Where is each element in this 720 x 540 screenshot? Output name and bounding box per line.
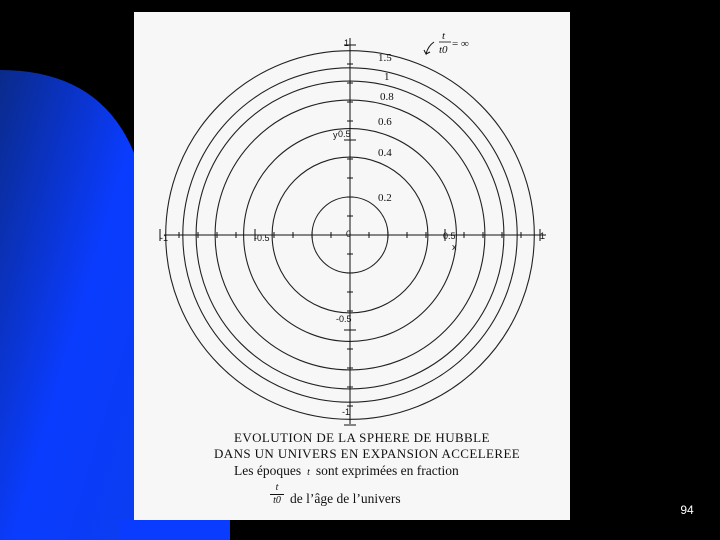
infinity-fraction-denominator: t0 <box>439 44 448 56</box>
blue-accent-shape <box>0 70 140 540</box>
infinity-equals: = ∞ <box>452 38 469 50</box>
hubble-sphere-diagram <box>134 12 570 442</box>
caption-fraction <box>270 482 284 507</box>
ring-label: 1.5 <box>378 52 392 64</box>
caption-title-line-2: DANS UN UNIVERS EN EXPANSION ACCELEREE <box>214 446 521 461</box>
ring-label: 0.4 <box>378 147 392 159</box>
x-tick-label: -0.5 <box>254 233 270 243</box>
x-tick-label: 0 <box>346 229 352 239</box>
y-tick-label: -0.5 <box>336 314 352 324</box>
caption-fraction-numerator: t <box>270 482 284 495</box>
ring-label: 0.6 <box>378 116 392 128</box>
caption-line-4: de l’âge de l’univers <box>290 491 401 506</box>
y-tick-label: -1 <box>342 407 351 417</box>
x-tick-label: 0.5 <box>443 231 456 241</box>
caption-line-3-start: Les époques <box>234 463 302 478</box>
x-tick-label: 1 <box>540 231 546 241</box>
page-number: 94 <box>680 503 694 517</box>
ring-label: 0.8 <box>380 91 394 103</box>
infinity-pointer <box>424 42 434 54</box>
infinity-fraction-numerator: t <box>442 30 446 42</box>
caption-fraction-denominator: t0 <box>273 495 281 506</box>
caption-title-line-1: EVOLUTION DE LA SPHERE DE HUBBLE <box>234 430 490 445</box>
caption-time-variable: t <box>307 467 310 478</box>
hubble-figure-panel <box>134 12 570 520</box>
x-tick-label: -1 <box>160 233 169 243</box>
infinity-annotation <box>424 30 469 56</box>
y-tick-label: 0.5 <box>338 129 351 139</box>
axes-group <box>164 38 546 424</box>
y-axis-label: y <box>333 130 338 140</box>
caption-line-3 <box>234 463 670 479</box>
ring-label: 1 <box>384 71 390 83</box>
ring-label: 0.2 <box>378 192 392 204</box>
x-axis-label: x <box>452 242 457 252</box>
y-tick-label: 1 <box>344 38 350 48</box>
blue-accent-bottom <box>120 520 230 540</box>
caption-line-3-end: sont exprimées en fraction <box>315 463 459 478</box>
